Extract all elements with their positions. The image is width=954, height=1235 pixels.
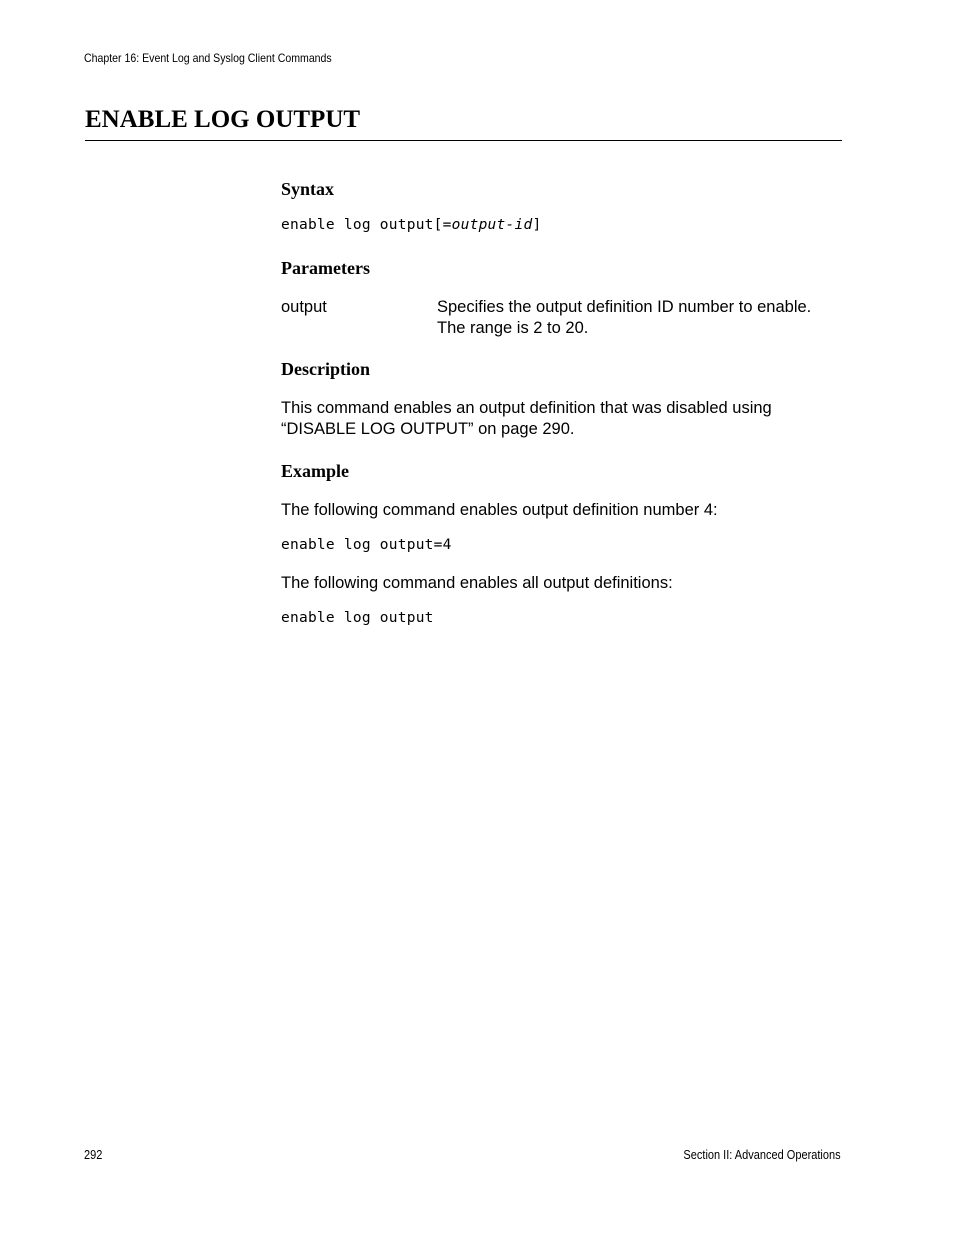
parameter-description-line: Specifies the output definition ID number to enable. <box>437 298 812 316</box>
example-text-1: The following command enables output definition number 4: <box>281 501 718 519</box>
syntax-command-suffix: ] <box>532 217 542 233</box>
syntax-command-param: output-id <box>451 217 533 233</box>
example-heading: Example <box>281 461 350 481</box>
syntax-command-prefix: enable log output[= <box>281 217 452 233</box>
syntax-command <box>281 217 541 233</box>
description-text <box>281 398 772 440</box>
example-text-2: The following command enables all output definitions: <box>281 574 673 592</box>
description-heading: Description <box>281 359 370 379</box>
parameters-heading: Parameters <box>281 258 370 278</box>
running-header: Chapter 16: Event Log and Syslog Client Commands <box>84 51 332 65</box>
page-number: 292 <box>84 1148 103 1162</box>
title-divider <box>85 140 842 141</box>
syntax-heading: Syntax <box>281 179 335 199</box>
page-title: ENABLE LOG OUTPUT <box>85 106 361 133</box>
example-code-2: enable log output <box>281 610 434 626</box>
example-code-1: enable log output=4 <box>281 537 452 553</box>
parameter-description <box>437 297 811 339</box>
description-line: This command enables an output definition that was disabled using <box>281 399 772 417</box>
description-line: “DISABLE LOG OUTPUT” on page 290. <box>281 420 575 438</box>
parameter-name: output <box>281 298 327 316</box>
footer-section: Section II: Advanced Operations <box>683 1148 841 1162</box>
parameter-description-line: The range is 2 to 20. <box>437 319 589 337</box>
